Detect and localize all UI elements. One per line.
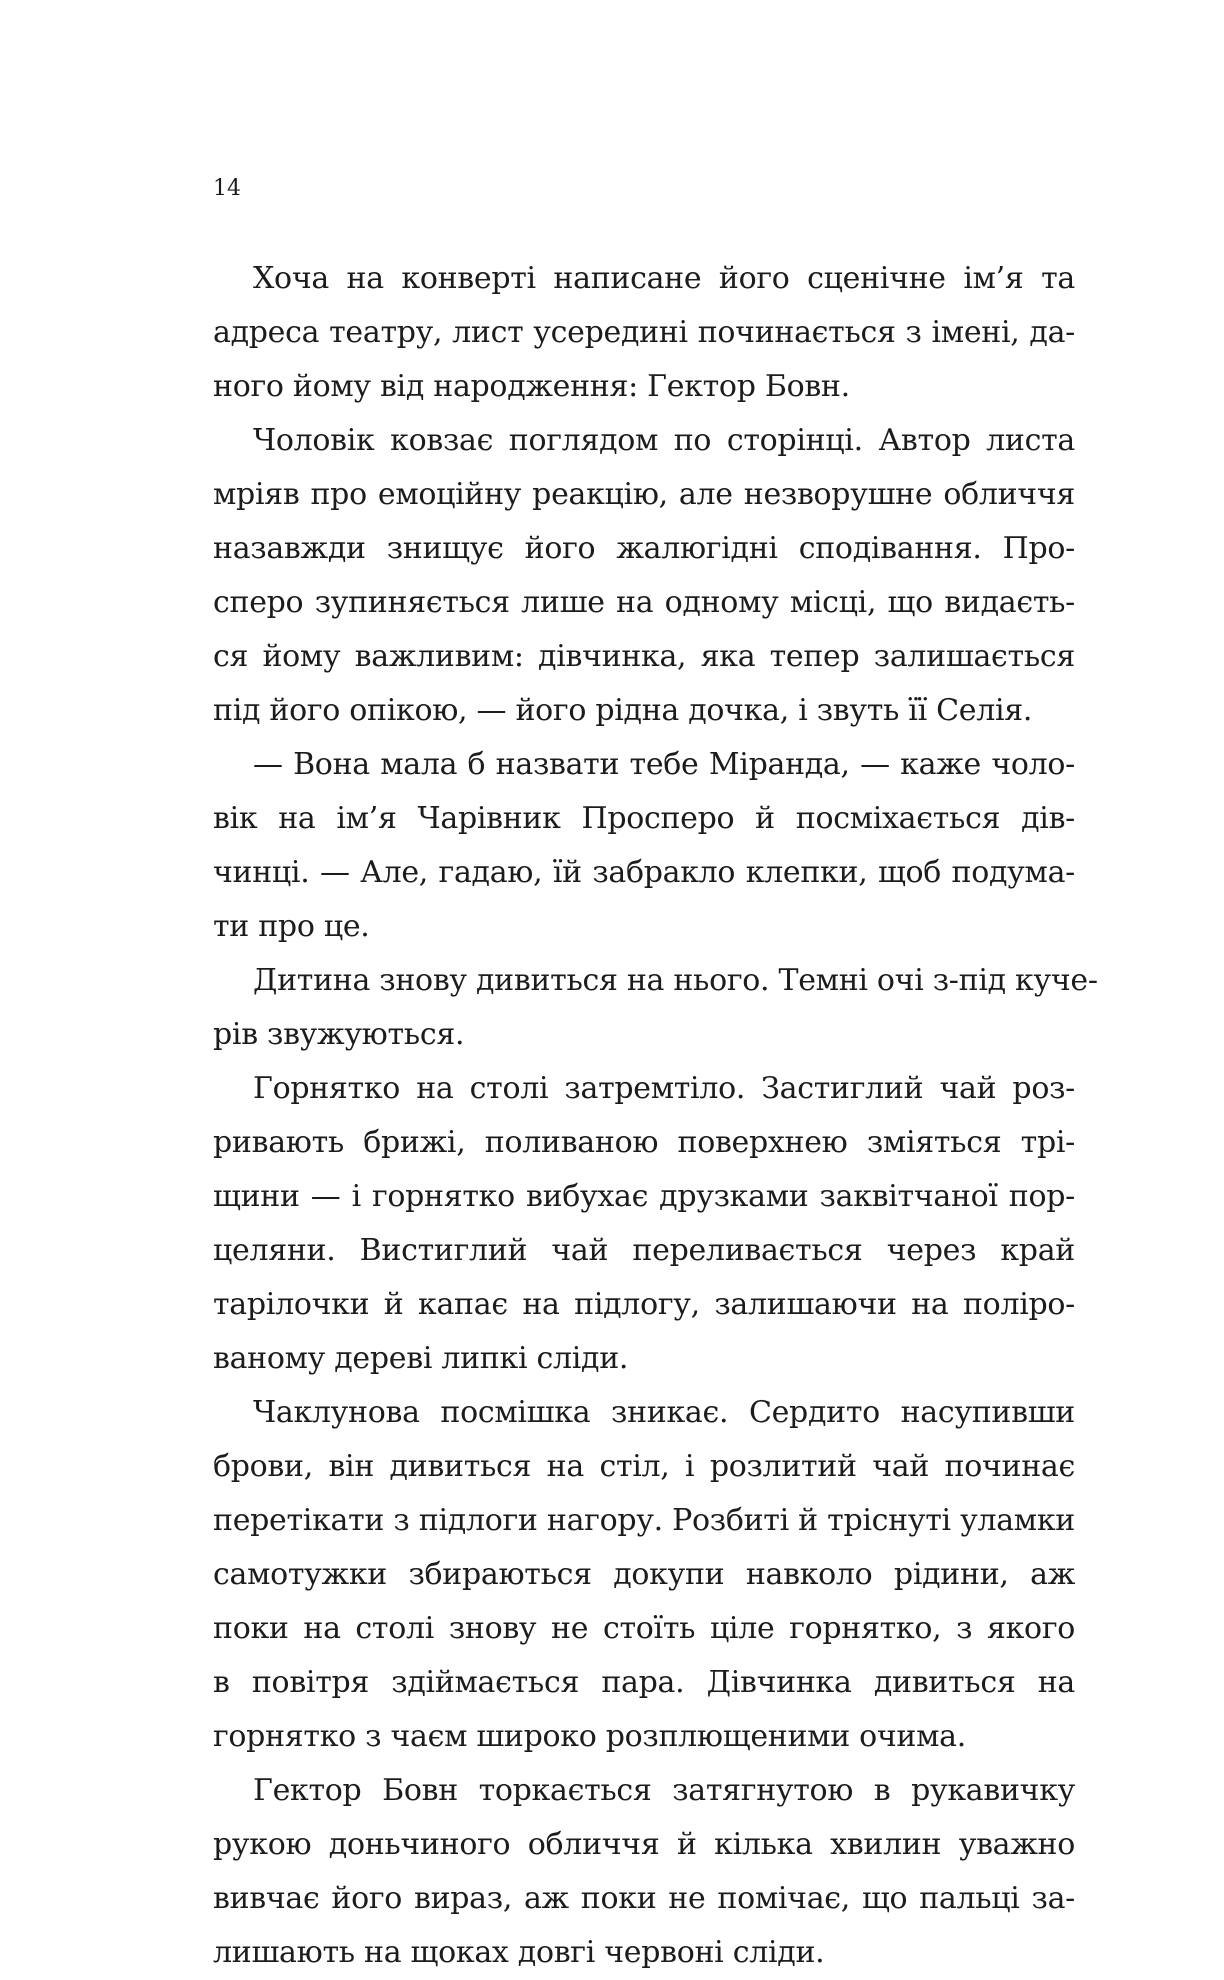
text-line: вивчає його вираз, аж поки не помічає, що пальці за- [213,1881,1075,1916]
text-line: Горнятко на столі затремтіло. Застиглий чай роз- [253,1071,1075,1106]
text-line: ного йому від народження: Гектор Бовн. [213,369,850,404]
text-line: — Вона мала б назвати тебе Міранда, — каже чоло- [253,747,1075,782]
text-line: рукою доньчиного обличчя й кілька хвилин уважно [213,1827,1075,1862]
text-line: чинці. — Але, гадаю, їй забракло клепки, щоб подума- [213,855,1075,890]
body-text [213,252,1098,1980]
text-line: Чоловік ковзає поглядом по сторінці. Автор листа [253,423,1075,458]
text-line: поки на столі знову не стоїть ціле горнятко, з якого [213,1611,1075,1646]
page-number: 14 [213,176,241,201]
text-line: сперо зупиняється лише на одному місці, що видаєть- [213,585,1075,620]
text-line: целяни. Вистиглий чай переливається через край [213,1233,1075,1268]
paragraph [213,414,1075,738]
text-line: перетікати з підлоги нагору. Розбиті й тріснуті уламки [213,1503,1075,1538]
paragraph [213,738,1075,954]
text-line: рів звужуються. [213,1017,465,1052]
paragraph [213,1386,1075,1764]
paragraph [213,1764,1075,1980]
text-line: вік на ім’я Чарівник Просперо й посміхається дів- [213,801,1075,836]
text-line: Хоча на конверті написане його сценічне ім’я та [253,261,1075,296]
text-line: під його опікою, — його рідна дочка, і звуть її Селія. [213,693,1033,728]
text-line: ваному дереві липкі сліди. [213,1341,629,1376]
text-line: лишають на щоках довгі червоні сліди. [213,1935,825,1970]
text-line: тарілочки й капає на підлогу, залишаючи на поліро- [213,1287,1075,1322]
text-line: адреса театру, лист усередині починається з імені, да- [213,315,1075,350]
paragraph [213,954,1098,1062]
text-line: Гектор Бовн торкається затягнутою в рукавичку [253,1773,1075,1808]
text-line: в повітря здіймається пара. Дівчинка дивиться на [213,1665,1075,1700]
text-line: Чаклунова посмішка зникає. Сердито насупивши [253,1395,1075,1430]
paragraph [213,1062,1075,1386]
text-line: брови, він дивиться на стіл, і розлитий чай починає [213,1449,1075,1484]
text-line: ривають брижі, поливаною поверхнею зміяться трі- [213,1125,1075,1160]
text-line: мріяв про емоційну реакцію, але незворушне обличчя [213,477,1075,512]
text-line: ся йому важливим: дівчинка, яка тепер залишається [213,639,1075,674]
text-line: назавжди знищує його жалюгідні сподівання. Про- [213,531,1075,566]
text-line: Дитина знову дивиться на нього. Темні очі з-під куче- [253,963,1098,998]
paragraph [213,252,1075,414]
text-line: щини — і горнятко вибухає друзками заквітчаної пор- [213,1179,1075,1214]
text-line: ти про це. [213,909,370,944]
text-line: горнятко з чаєм широко розплющеними очима. [213,1719,966,1754]
text-line: самотужки збираються докупи навколо рідини, аж [213,1557,1075,1592]
